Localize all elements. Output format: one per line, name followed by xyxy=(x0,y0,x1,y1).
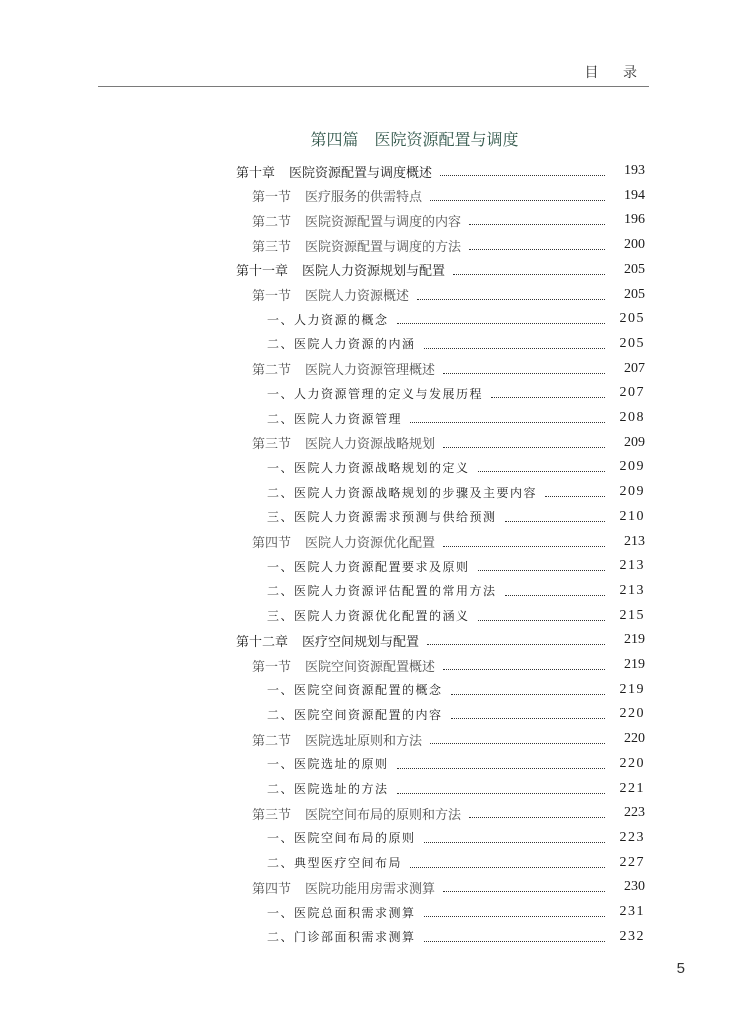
dot-leader xyxy=(478,619,605,621)
dot-leader xyxy=(491,396,605,398)
toc-entry-title: 医院人力资源管理概述 xyxy=(305,363,436,379)
toc-entry-number: 一、 xyxy=(267,905,295,920)
toc-entry-label xyxy=(267,780,389,797)
toc-entry-section xyxy=(0,729,645,749)
toc-entry-number: 一、 xyxy=(267,312,295,327)
toc-entry-item xyxy=(0,754,645,774)
toc-entry-item xyxy=(0,704,645,724)
toc-entry-label xyxy=(267,558,470,575)
dot-leader xyxy=(505,594,605,596)
toc-entry-label xyxy=(252,433,435,452)
toc-entry-title: 人力资源的概念 xyxy=(294,312,389,327)
toc-entry-title: 典型医疗空间布局 xyxy=(294,856,403,871)
toc-entry-number: 三、 xyxy=(267,609,295,624)
toc-entry-page: 219 xyxy=(624,632,645,648)
toc-entry-page: 219 xyxy=(624,657,645,672)
toc-entry-page: 208 xyxy=(619,410,645,425)
toc-entry-page: 220 xyxy=(624,731,645,747)
dot-leader xyxy=(424,347,605,349)
toc-entry-page: 205 xyxy=(619,311,645,327)
toc-entry-number: 二、 xyxy=(267,485,295,500)
toc-entry-label xyxy=(252,532,435,551)
toc-entry-label xyxy=(267,854,402,871)
toc-entry-item xyxy=(0,556,645,576)
toc-entry-number: 二、 xyxy=(267,782,295,796)
toc-entry-page: 221 xyxy=(619,780,645,796)
toc-entry-label xyxy=(267,410,402,427)
toc-entry-title: 医院资源配置与调度的内容 xyxy=(305,214,462,230)
toc-entry-page: 205 xyxy=(624,286,645,302)
toc-entry-item xyxy=(0,581,645,601)
toc-entry-label xyxy=(267,607,470,624)
toc-entry-number: 第二节 xyxy=(252,214,292,230)
toc-entry-item xyxy=(0,853,645,873)
toc-entry-section xyxy=(0,655,645,675)
dot-leader xyxy=(478,569,605,571)
toc-entry-number: 第十一章 xyxy=(236,264,289,280)
toc-entry-section xyxy=(0,877,645,897)
toc-entry-item xyxy=(0,408,645,428)
toc-entry-item xyxy=(0,680,645,700)
toc-entry-chapter xyxy=(0,630,645,650)
toc-entry-label xyxy=(267,755,389,772)
toc-entry-number: 第一节 xyxy=(252,190,292,206)
toc-entry-title: 医院空间资源配置的概念 xyxy=(294,683,443,698)
part-title: 第四篇 医院资源配置与调度 xyxy=(310,130,519,149)
toc-entry-page: 213 xyxy=(624,533,645,549)
toc-entry-label xyxy=(252,656,435,675)
dot-leader xyxy=(397,322,605,324)
toc-entry-number: 第三节 xyxy=(252,807,292,823)
toc-entry-title: 医院人力资源战略规划的定义 xyxy=(294,460,470,475)
toc-entry-section xyxy=(0,433,645,453)
dot-leader xyxy=(545,495,605,497)
dot-leader xyxy=(443,890,605,892)
toc-entry-label xyxy=(252,236,461,255)
toc-entry-label xyxy=(267,582,497,599)
toc-entry-label xyxy=(252,285,409,304)
toc-entry-page: 231 xyxy=(619,904,645,919)
toc-entry-label xyxy=(267,459,470,476)
toc-entry-number: 二、 xyxy=(267,930,295,945)
toc-entry-number: 第四节 xyxy=(252,536,292,551)
toc-entry-number: 二、 xyxy=(267,856,295,871)
dot-leader xyxy=(417,298,605,300)
toc-entry-label xyxy=(252,359,435,378)
toc-entry-number: 二、 xyxy=(267,707,295,722)
page-number: 5 xyxy=(676,960,685,977)
dot-leader xyxy=(410,421,605,423)
toc-entry-page: 210 xyxy=(619,508,645,524)
toc-entry-number: 第三节 xyxy=(252,239,292,255)
toc-entry-title: 医院人力资源规划与配置 xyxy=(302,264,446,280)
toc-entry-title: 医院资源配置与调度的方法 xyxy=(305,239,462,255)
dot-leader xyxy=(424,841,605,843)
dot-leader xyxy=(443,446,605,448)
toc-entry-label xyxy=(236,162,432,181)
dot-leader xyxy=(427,643,605,645)
dot-leader xyxy=(469,223,605,225)
toc-entry-label xyxy=(252,730,422,749)
toc-entry-item xyxy=(0,606,645,626)
toc-entry-title: 医疗服务的供需特点 xyxy=(305,190,423,206)
dot-leader xyxy=(440,174,605,176)
toc-entry-item xyxy=(0,927,645,947)
toc-entry-chapter xyxy=(0,161,645,181)
toc-entry-page: 213 xyxy=(619,558,645,574)
toc-entry-label xyxy=(267,335,416,352)
toc-entry-title: 医院人力资源概述 xyxy=(305,289,410,304)
toc-entry-title: 医院资源配置与调度概述 xyxy=(289,165,433,181)
toc-entry-title: 医院选址的方法 xyxy=(294,782,389,796)
toc-entry-page: 223 xyxy=(624,805,645,821)
toc-entry-number: 第二节 xyxy=(252,733,292,749)
toc-entry-label xyxy=(267,904,416,921)
toc-entry-section xyxy=(0,210,645,230)
toc-entry-page: 220 xyxy=(619,755,645,771)
toc-entry-title: 医院人力资源战略规划的步骤及主要内容 xyxy=(294,485,538,500)
toc-entry-item xyxy=(0,828,645,848)
dot-leader xyxy=(451,693,605,695)
toc-entry-page: 219 xyxy=(619,681,645,697)
toc-entry-label xyxy=(252,804,461,823)
toc-entry-title: 医院空间布局的原则 xyxy=(294,831,416,846)
toc-entry-title: 门诊部面积需求测算 xyxy=(294,930,416,945)
dot-leader xyxy=(430,199,605,201)
toc-entry-title: 医院人力资源评估配置的常用方法 xyxy=(294,584,497,599)
toc-entry-label xyxy=(236,631,419,650)
toc-entry-number: 第一节 xyxy=(252,289,292,304)
toc-entry-number: 第三节 xyxy=(252,437,292,453)
header-title: 目 录 xyxy=(584,65,647,81)
dot-leader xyxy=(424,940,605,942)
toc-entry-number: 一、 xyxy=(267,559,295,574)
dot-leader xyxy=(478,470,605,472)
toc-entry-title: 医院空间资源配置概述 xyxy=(305,659,436,675)
toc-entry-section xyxy=(0,186,645,206)
toc-entry-page: 209 xyxy=(619,459,645,475)
toc-entry-page: 223 xyxy=(619,829,645,845)
toc-entry-title: 医院人力资源管理 xyxy=(294,411,403,426)
toc-entry-page: 213 xyxy=(619,582,645,598)
toc-entry-page: 207 xyxy=(619,385,645,401)
toc-entry-page: 215 xyxy=(619,607,645,623)
toc-entry-title: 医院总面积需求测算 xyxy=(294,905,416,920)
toc-entry-number: 一、 xyxy=(267,683,295,698)
toc-entry-label xyxy=(267,681,443,698)
toc-entry-item xyxy=(0,383,645,403)
toc-entry-label xyxy=(236,260,445,279)
toc-entry-section xyxy=(0,803,645,823)
toc-entry-item xyxy=(0,779,645,799)
toc-entry-label xyxy=(267,829,416,846)
toc-entry-number: 二、 xyxy=(267,411,295,426)
toc-entry-label xyxy=(267,508,497,525)
toc-entry-page: 205 xyxy=(619,335,645,351)
toc-entry-section xyxy=(0,235,645,255)
toc-entry-number: 第十章 xyxy=(236,165,276,181)
toc-entry-title: 医院选址的原则 xyxy=(294,757,389,772)
toc-entry-number: 一、 xyxy=(267,831,295,846)
toc-entry-number: 第一节 xyxy=(252,659,292,675)
toc-entry-number: 第四节 xyxy=(252,881,292,897)
toc-entry-number: 一、 xyxy=(267,757,295,772)
toc-entry-label xyxy=(267,706,443,723)
toc-entry-label xyxy=(252,878,435,897)
toc-entry-title: 医院功能用房需求测算 xyxy=(305,881,436,897)
toc-entry-label xyxy=(252,186,422,205)
toc-entry-page: 230 xyxy=(624,879,645,895)
toc-entry-number: 第二节 xyxy=(252,363,292,379)
toc-entry-title: 医院人力资源配置要求及原则 xyxy=(294,559,470,574)
toc-entry-section xyxy=(0,359,645,379)
dot-leader xyxy=(469,248,605,250)
toc-entry-page: 193 xyxy=(624,163,645,178)
toc-entry-chapter xyxy=(0,260,645,280)
toc-entry-page: 209 xyxy=(624,434,645,450)
toc-entry-number: 二、 xyxy=(267,337,295,352)
toc-entry-page: 232 xyxy=(619,928,645,944)
toc-entry-item xyxy=(0,309,645,329)
toc-entry-title: 医院人力资源优化配置的涵义 xyxy=(294,609,470,624)
toc-entry-page: 196 xyxy=(624,212,645,228)
toc-entry-label xyxy=(267,385,483,402)
toc-entry-title: 医院空间资源配置的内容 xyxy=(294,707,443,722)
toc-entry-title: 医院人力资源优化配置 xyxy=(305,536,436,551)
dot-leader xyxy=(451,717,605,719)
toc-entry-page: 200 xyxy=(624,237,645,253)
toc-entry-item xyxy=(0,507,645,527)
toc-entry-number: 一、 xyxy=(267,460,295,475)
toc-entry-page: 207 xyxy=(624,360,645,376)
toc-entry-section xyxy=(0,285,645,305)
toc-entry-title: 医疗空间规划与配置 xyxy=(302,634,420,650)
toc-entry-page: 220 xyxy=(619,706,645,722)
toc-entry-item xyxy=(0,902,645,922)
toc-entry-title: 医院人力资源的内涵 xyxy=(294,337,416,352)
toc-entry-item xyxy=(0,334,645,354)
toc-entry-label xyxy=(267,484,537,501)
dot-leader xyxy=(505,520,605,522)
toc-entry-item xyxy=(0,457,645,477)
toc-entry-number: 二、 xyxy=(267,584,295,599)
toc-entry-number: 第十二章 xyxy=(236,634,289,650)
dot-leader xyxy=(453,273,605,275)
toc-entry-item xyxy=(0,482,645,502)
dot-leader xyxy=(397,767,605,769)
dot-leader xyxy=(410,866,605,868)
toc-entry-page: 194 xyxy=(624,187,645,203)
toc-entry-number: 一、 xyxy=(267,386,295,401)
toc-entry-number: 三、 xyxy=(267,510,295,525)
dot-leader xyxy=(430,742,605,744)
toc-entry-label xyxy=(252,211,461,230)
dot-leader xyxy=(443,372,605,374)
dot-leader xyxy=(397,792,605,794)
dot-leader xyxy=(469,816,605,818)
toc-entry-page: 227 xyxy=(619,854,645,870)
toc-entry-title: 医院人力资源需求预测与供给预测 xyxy=(294,510,497,525)
toc-entry-title: 医院选址原则和方法 xyxy=(305,733,423,749)
dot-leader xyxy=(424,915,605,917)
toc-entry-title: 医院空间布局的原则和方法 xyxy=(305,807,462,823)
toc-entry-title: 医院人力资源战略规划 xyxy=(305,437,436,453)
toc-entry-title: 人力资源管理的定义与发展历程 xyxy=(294,386,484,401)
toc-entry-page: 209 xyxy=(619,484,645,500)
dot-leader xyxy=(443,668,605,670)
toc-entry-section xyxy=(0,532,645,552)
toc-entry-page: 205 xyxy=(624,261,645,277)
toc-entry-label xyxy=(267,928,416,945)
toc-entry-label xyxy=(267,311,389,328)
dot-leader xyxy=(443,545,605,547)
